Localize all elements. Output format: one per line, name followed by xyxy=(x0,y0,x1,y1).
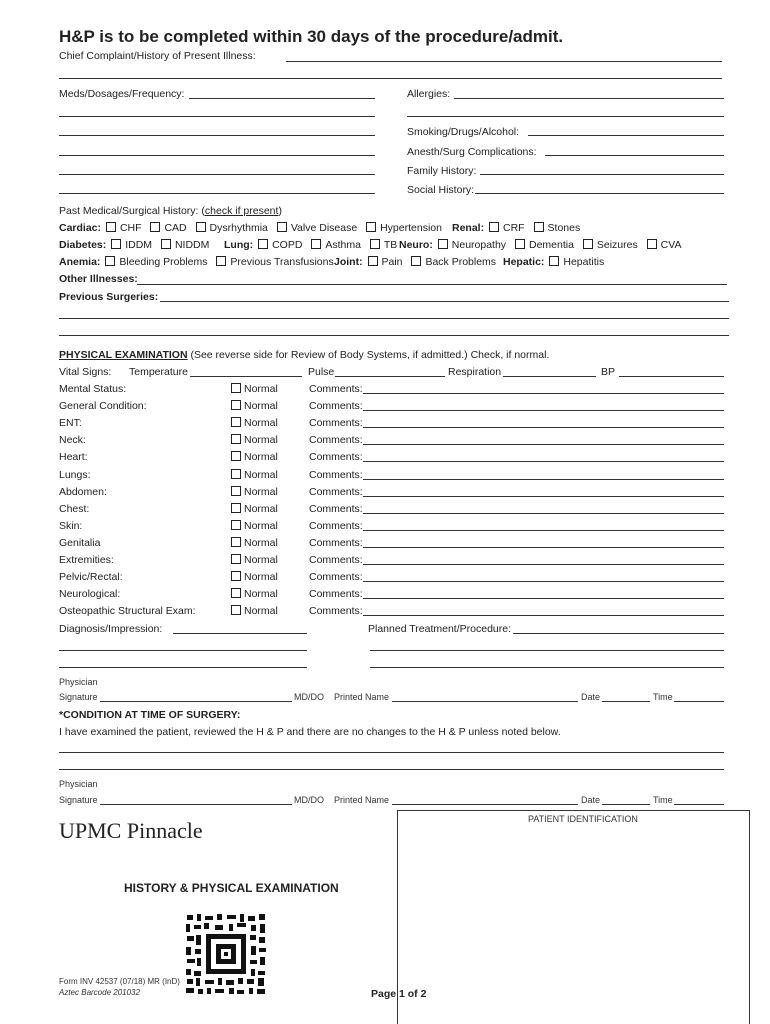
niddm-label: NIDDM xyxy=(174,239,210,251)
bleeding-problems-label: Bleeding Problems xyxy=(119,256,208,268)
exam-label-neck: Neck: xyxy=(59,434,86,446)
normal-label: Normal xyxy=(244,451,278,463)
exam-label-pelvic-rectal: Pelvic/Rectal: xyxy=(59,571,123,583)
allergies-label: Allergies: xyxy=(407,88,451,100)
neuropathy-label: Neuropathy xyxy=(451,239,507,251)
normal-label: Normal xyxy=(244,486,278,498)
upmc-pinnacle-logo: UPMC Pinnacle xyxy=(59,818,203,843)
normal-label: Normal xyxy=(244,503,278,515)
pulse-label: Pulse xyxy=(308,366,335,378)
seizures-label: Seizures xyxy=(596,239,638,251)
condition-line-1[interactable] xyxy=(59,752,724,753)
condition-line-2[interactable] xyxy=(59,769,724,770)
physician-label-2: Physician xyxy=(59,779,98,789)
social-history-line[interactable] xyxy=(475,193,724,194)
diabetes-label: Diabetes: xyxy=(59,239,107,251)
exam-label-heart: Heart: xyxy=(59,451,88,463)
checkbox-cva[interactable] xyxy=(647,239,657,249)
normal-label: Normal xyxy=(244,469,278,481)
exam-label-lungs: Lungs: xyxy=(59,469,91,481)
exam-label-mental-status: Mental Status: xyxy=(59,383,127,395)
checkbox-icon[interactable] xyxy=(231,383,241,393)
comments-field-general-condition[interactable] xyxy=(363,410,724,411)
respiration-label: Respiration xyxy=(448,366,502,378)
comments-label-neurological: Comments: xyxy=(309,588,363,600)
meds-line-4[interactable] xyxy=(59,155,375,156)
time-field-2[interactable] xyxy=(674,804,724,805)
physician-label-1: Physician xyxy=(59,677,98,687)
condition-heading: *CONDITION AT TIME OF SURGERY: xyxy=(59,709,241,721)
normal-checkbox-neck[interactable] xyxy=(229,434,278,446)
normal-checkbox-lungs[interactable] xyxy=(229,469,278,481)
normal-checkbox-skin[interactable] xyxy=(229,520,278,532)
planned-treatment-label: Planned Treatment/Procedure: xyxy=(368,623,512,635)
comments-field-lungs[interactable] xyxy=(363,479,724,480)
normal-checkbox-osteopathic-structural-exam[interactable] xyxy=(229,605,278,617)
smoking-label: Smoking/Drugs/Alcohol: xyxy=(407,126,520,138)
normal-checkbox-general-condition[interactable] xyxy=(229,400,278,412)
printed-name-label-2: Printed Name xyxy=(334,795,390,805)
iddm-label: IDDM xyxy=(125,239,153,251)
chief-complaint-line-2[interactable] xyxy=(59,78,722,79)
pmsh-heading xyxy=(59,205,282,217)
comments-field-ent[interactable] xyxy=(363,427,724,428)
asthma-label: Asthma xyxy=(325,239,361,251)
checkbox-tb[interactable] xyxy=(370,239,380,249)
comments-field-extremities[interactable] xyxy=(363,564,724,565)
checkbox-neuropathy[interactable] xyxy=(438,239,448,249)
checkbox-back-problems[interactable] xyxy=(411,256,421,266)
exam-label-neurological: Neurological: xyxy=(59,588,121,600)
meds-label: Meds/Dosages/Frequency: xyxy=(59,88,185,100)
comments-field-abdomen[interactable] xyxy=(363,496,724,497)
planned-treatment-line-3[interactable] xyxy=(370,667,724,668)
pmsh-label: Past Medical/Surgical History: ( xyxy=(59,205,205,217)
normal-checkbox-mental-status[interactable] xyxy=(229,383,278,395)
comments-label-abdomen: Comments: xyxy=(309,486,363,498)
exam-label-ent: ENT: xyxy=(59,417,82,429)
allergies-line[interactable] xyxy=(454,98,724,99)
comments-label-heart: Comments: xyxy=(309,451,363,463)
comments-field-osteopathic-structural-exam[interactable] xyxy=(363,615,724,616)
time-label-1: Time xyxy=(653,692,673,702)
comments-label-genitalia: Comments: xyxy=(309,537,363,549)
checkbox-icon[interactable] xyxy=(231,537,241,547)
temperature-label: Temperature xyxy=(129,366,188,378)
hypertension-label: Hypertension xyxy=(380,222,442,234)
previous-transfusions-label: Previous Transfusions xyxy=(230,256,334,268)
pe-heading: PHYSICAL EXAMINATION xyxy=(59,349,188,361)
social-history-label: Social History: xyxy=(407,184,475,196)
cva-label: CVA xyxy=(660,239,682,251)
exam-label-genitalia: Genitalia xyxy=(59,537,101,549)
comments-label-chest: Comments: xyxy=(309,503,363,515)
comments-field-neurological[interactable] xyxy=(363,598,724,599)
normal-checkbox-abdomen[interactable] xyxy=(229,486,278,498)
signature-label-2: Signature xyxy=(59,795,98,805)
crf-label: CRF xyxy=(503,222,525,234)
vital-signs-label: Vital Signs: xyxy=(59,366,112,378)
normal-label: Normal xyxy=(244,588,278,600)
signature-field-2[interactable] xyxy=(100,804,292,805)
hepatitis-label: Hepatitis xyxy=(563,256,605,268)
normal-label: Normal xyxy=(244,400,278,412)
diagnosis-line-2[interactable] xyxy=(59,650,307,651)
form-title: HISTORY & PHYSICAL EXAMINATION xyxy=(124,881,339,895)
anemia-label: Anemia: xyxy=(59,256,101,268)
normal-label: Normal xyxy=(244,434,278,446)
other-illnesses-line[interactable] xyxy=(137,284,727,285)
date-label-2: Date xyxy=(581,795,601,805)
patient-id-box-top xyxy=(397,810,749,811)
checkbox-icon[interactable] xyxy=(231,554,241,564)
normal-checkbox-neurological[interactable] xyxy=(229,588,278,600)
form-number: Form INV 42537 (07/18) MR (InD) xyxy=(59,977,180,986)
date-field-2[interactable] xyxy=(602,804,650,805)
neuro-label: Neuro: xyxy=(399,239,433,251)
comments-label-lungs: Comments: xyxy=(309,469,363,481)
joint-label: Joint: xyxy=(334,256,363,268)
diagnosis-label: Diagnosis/Impression: xyxy=(59,623,163,635)
diagnosis-line-3[interactable] xyxy=(59,667,307,668)
normal-label: Normal xyxy=(244,605,278,617)
printed-name-field-2[interactable] xyxy=(392,804,578,805)
normal-checkbox-pelvic-rectal[interactable] xyxy=(229,571,278,583)
pe-note: (See reverse side for Review of Body Systems, if admitted.) Check, if normal. xyxy=(187,349,550,361)
exam-label-chest: Chest: xyxy=(59,503,90,515)
joint-row xyxy=(334,256,500,268)
hepatic-label: Hepatic: xyxy=(503,256,545,268)
normal-label: Normal xyxy=(244,520,278,532)
chf-label: CHF xyxy=(119,222,142,234)
comments-label-pelvic-rectal: Comments: xyxy=(309,571,363,583)
normal-label: Normal xyxy=(244,383,278,395)
chief-complaint-line-1[interactable] xyxy=(286,61,722,62)
checkbox-crf[interactable] xyxy=(489,222,499,232)
planned-treatment-line-2[interactable] xyxy=(370,650,724,651)
checkbox-cad[interactable] xyxy=(150,222,160,232)
checkbox-icon[interactable] xyxy=(231,520,241,530)
checkbox-bleeding-problems[interactable] xyxy=(105,256,115,266)
pmsh-close: ) xyxy=(278,205,282,217)
patient-id-box-right xyxy=(749,810,750,1024)
comments-field-heart[interactable] xyxy=(363,461,724,462)
signature-label-1: Signature xyxy=(59,692,98,702)
checkbox-icon[interactable] xyxy=(231,434,241,444)
signature-field-1[interactable] xyxy=(100,701,292,702)
comments-label-mental-status: Comments: xyxy=(309,383,363,395)
date-field-1[interactable] xyxy=(602,701,650,702)
checkbox-icon[interactable] xyxy=(231,469,241,479)
checkbox-iddm[interactable] xyxy=(111,239,121,249)
checkbox-icon[interactable] xyxy=(231,417,241,427)
checkbox-seizures[interactable] xyxy=(583,239,593,249)
comments-label-osteopathic-structural-exam: Comments: xyxy=(309,605,363,617)
previous-surgeries-line-1[interactable] xyxy=(160,301,729,302)
page-number: Page 1 of 2 xyxy=(371,988,427,1000)
checkbox-icon[interactable] xyxy=(231,571,241,581)
meds-line-2[interactable] xyxy=(59,116,375,117)
respiration-field[interactable] xyxy=(503,376,596,377)
previous-surgeries-label: Previous Surgeries: xyxy=(59,291,159,303)
renal-row xyxy=(452,222,584,234)
date-label-1: Date xyxy=(581,692,601,702)
comments-field-pelvic-rectal[interactable] xyxy=(363,581,724,582)
barcode-label: Aztec Barcode 201032 xyxy=(59,988,140,997)
pulse-field[interactable] xyxy=(335,376,445,377)
checkbox-chf[interactable] xyxy=(106,222,116,232)
checkbox-icon[interactable] xyxy=(231,451,241,461)
checkbox-icon[interactable] xyxy=(231,503,241,513)
neuro-row xyxy=(399,239,685,251)
tb-label: TB xyxy=(383,239,398,251)
comments-label-extremities: Comments: xyxy=(309,554,363,566)
checkbox-niddm[interactable] xyxy=(161,239,171,249)
comments-field-mental-status[interactable] xyxy=(363,393,724,394)
dementia-label: Dementia xyxy=(528,239,574,251)
anesth-label: Anesth/Surg Complications: xyxy=(407,146,537,158)
comments-field-neck[interactable] xyxy=(363,444,724,445)
normal-label: Normal xyxy=(244,571,278,583)
smoking-line[interactable] xyxy=(528,135,724,136)
checkbox-icon[interactable] xyxy=(231,400,241,410)
mddo-label-2: MD/DO xyxy=(294,795,324,805)
previous-surgeries-line-2[interactable] xyxy=(59,318,729,319)
meds-line-6[interactable] xyxy=(59,193,375,194)
page-title: H&P is to be completed within 30 days of the procedure/admit. xyxy=(59,27,564,46)
family-history-label: Family History: xyxy=(407,165,477,177)
bp-label: BP xyxy=(601,366,616,378)
patient-id-label: PATIENT IDENTIFICATION xyxy=(528,814,638,824)
exam-label-extremities: Extremities: xyxy=(59,554,114,566)
meds-line-5[interactable] xyxy=(59,174,375,175)
normal-checkbox-genitalia[interactable] xyxy=(229,537,278,549)
printed-name-label-1: Printed Name xyxy=(334,692,390,702)
time-label-2: Time xyxy=(653,795,673,805)
anemia-row xyxy=(59,256,338,268)
comments-field-genitalia[interactable] xyxy=(363,547,724,548)
checkbox-copd[interactable] xyxy=(258,239,268,249)
temperature-field[interactable] xyxy=(190,376,302,377)
dysrhythmia-label: Dysrhythmia xyxy=(209,222,268,234)
exam-label-abdomen: Abdomen: xyxy=(59,486,107,498)
aztec-barcode-icon xyxy=(185,913,267,995)
checkbox-dysrhythmia[interactable] xyxy=(196,222,206,232)
comments-label-ent: Comments: xyxy=(309,417,363,429)
comments-label-general-condition: Comments: xyxy=(309,400,363,412)
normal-checkbox-ent[interactable] xyxy=(229,417,278,429)
checkbox-icon[interactable] xyxy=(231,605,241,615)
planned-treatment-line-1[interactable] xyxy=(513,633,724,634)
normal-checkbox-chest[interactable] xyxy=(229,503,278,515)
copd-label: COPD xyxy=(272,239,303,251)
cad-label: CAD xyxy=(164,222,187,234)
chief-complaint-label: Chief Complaint/History of Present Illness: xyxy=(59,50,256,62)
previous-surgeries-line-3[interactable] xyxy=(59,335,729,336)
normal-label: Normal xyxy=(244,554,278,566)
comments-label-skin: Comments: xyxy=(309,520,363,532)
anesth-line[interactable] xyxy=(545,155,724,156)
comments-field-skin[interactable] xyxy=(363,530,724,531)
pe-heading-row xyxy=(59,349,549,361)
renal-label: Renal: xyxy=(452,222,485,234)
checkbox-icon[interactable] xyxy=(231,486,241,496)
other-illnesses-label: Other Illnesses: xyxy=(59,273,138,285)
exam-label-skin: Skin: xyxy=(59,520,83,532)
normal-label: Normal xyxy=(244,417,278,429)
back-problems-label: Back Problems xyxy=(425,256,497,268)
printed-name-field-1[interactable] xyxy=(392,701,578,702)
comments-label-neck: Comments: xyxy=(309,434,363,446)
checkbox-hepatitis[interactable] xyxy=(549,256,559,266)
checkbox-asthma[interactable] xyxy=(311,239,321,249)
normal-checkbox-extremities[interactable] xyxy=(229,554,278,566)
checkbox-stones[interactable] xyxy=(534,222,544,232)
time-field-1[interactable] xyxy=(674,701,724,702)
allergies-line-2[interactable] xyxy=(407,116,724,117)
cardiac-row xyxy=(59,222,446,234)
pmsh-instruction: check if present xyxy=(204,205,279,217)
condition-text: I have examined the patient, reviewed the H & P and there are no changes to the H & P unless noted below. xyxy=(59,726,561,738)
checkbox-hypertension[interactable] xyxy=(366,222,376,232)
mddo-label-1: MD/DO xyxy=(294,692,324,702)
exam-label-osteopathic-structural-exam: Osteopathic Structural Exam: xyxy=(59,605,196,617)
cardiac-label: Cardiac: xyxy=(59,222,102,234)
checkbox-previous-transfusions[interactable] xyxy=(216,256,226,266)
valve-disease-label: Valve Disease xyxy=(290,222,358,234)
diabetes-row xyxy=(59,239,213,251)
normal-checkbox-heart[interactable] xyxy=(229,451,278,463)
bp-field[interactable] xyxy=(619,376,724,377)
checkbox-valve-disease[interactable] xyxy=(277,222,287,232)
checkbox-dementia[interactable] xyxy=(515,239,525,249)
lung-row xyxy=(224,239,401,251)
pain-label: Pain xyxy=(381,256,403,268)
diagnosis-line-1[interactable] xyxy=(173,633,307,634)
hepatic-row xyxy=(503,256,608,268)
family-history-line[interactable] xyxy=(480,174,724,175)
exam-label-general-condition: General Condition: xyxy=(59,400,147,412)
normal-label: Normal xyxy=(244,537,278,549)
comments-field-chest[interactable] xyxy=(363,513,724,514)
checkbox-pain[interactable] xyxy=(368,256,378,266)
lung-label: Lung: xyxy=(224,239,254,251)
meds-line-1[interactable] xyxy=(189,98,375,99)
meds-line-3[interactable] xyxy=(59,135,375,136)
stones-label: Stones xyxy=(547,222,581,234)
checkbox-icon[interactable] xyxy=(231,588,241,598)
